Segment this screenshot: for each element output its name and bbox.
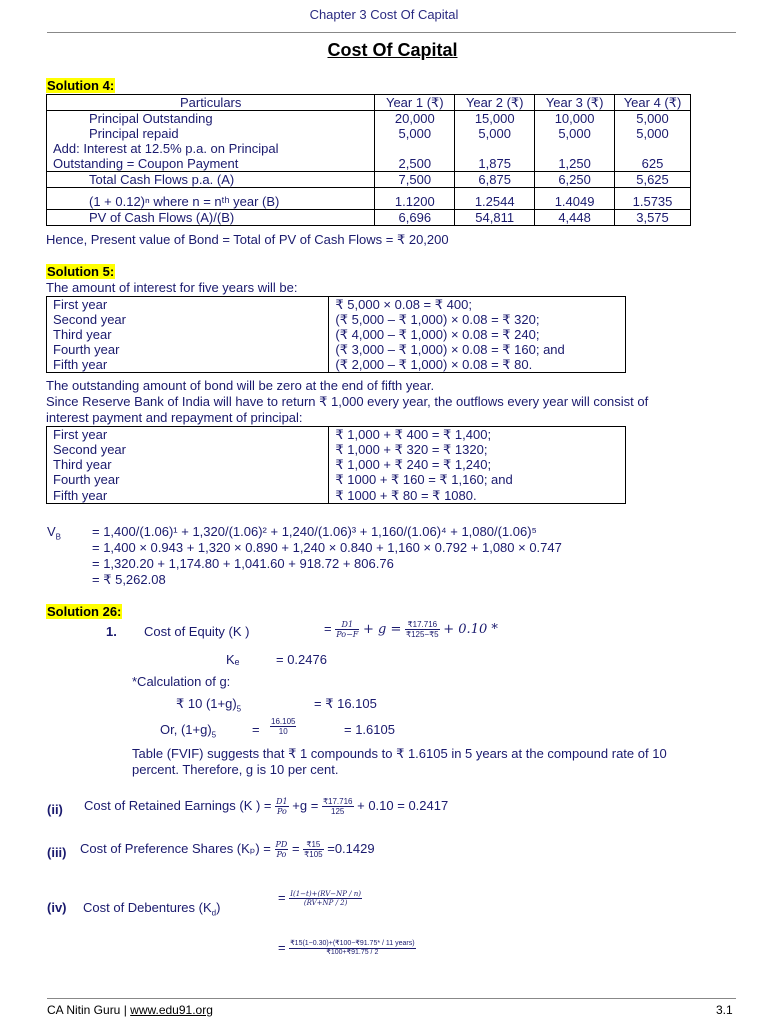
table-cell: Fourth year: [47, 342, 329, 357]
sol5-intro: The amount of interest for five years will be:: [46, 280, 298, 295]
g-eq-2-left: Or, $(1+g)_5$: [160, 722, 217, 740]
table-cell: (1 + 0.12)ⁿ where n = nᵗʰ year (B): [47, 188, 375, 210]
cost-of-equity-label: Cost of Equity (K ): [144, 624, 250, 639]
header-cell: Year 4 (₹): [615, 95, 691, 111]
table-cell: PV of Cash Flows (A)/(B): [47, 210, 375, 226]
g-eq-1-left: ₹ 10 $(1+g)_5$: [176, 696, 242, 714]
table-cell: 6,696: [375, 210, 455, 226]
table-cell: 15,000: [455, 111, 535, 127]
bond-cashflow-table: [46, 94, 691, 226]
sol4-note: Hence, Present value of Bond = Total of PV of Cash Flows = ₹ 20,200: [46, 232, 449, 247]
item-iii-number: (iii): [47, 845, 67, 860]
vb-line-1: = 1,400/(1.06)¹ + 1,320/(1.06)² + 1,240/(1.06)³ + 1,160/(1.06)⁴ + 1,080/(1.06)⁵: [92, 524, 537, 539]
outflow-table: [46, 426, 626, 504]
g-eq-2-equals: =: [252, 722, 260, 737]
table-cell: 2,500: [375, 156, 455, 172]
table-cell: Second year: [47, 312, 329, 327]
table-row: [47, 472, 626, 487]
table-cell: 6,875: [455, 172, 535, 188]
table-cell: Fifth year: [47, 357, 329, 373]
table-row: [47, 188, 691, 210]
header-cell: Year 1 (₹): [375, 95, 455, 111]
table-cell: Add: Interest at 12.5% p.a. on Principal: [47, 141, 375, 156]
table-cell: 3,575: [615, 210, 691, 226]
calc-g-heading: *Calculation of g:: [132, 674, 231, 689]
table-row: [47, 427, 626, 443]
table-row: [47, 141, 691, 156]
table-cell: 1,250: [535, 156, 615, 172]
footer-divider: [47, 998, 736, 999]
solution-26-label: Solution 26:: [47, 604, 122, 619]
table-cell: ₹ 1,000 + ₹ 240 = ₹ 1,240;: [329, 457, 626, 472]
table-cell: (₹ 3,000 – ₹ 1,000) × 0.08 = ₹ 160; and: [329, 342, 626, 357]
table-cell: Second year: [47, 442, 329, 457]
table-cell: 5,000: [535, 126, 615, 141]
solution-5-label: Solution 5:: [47, 264, 115, 279]
table-row: [47, 297, 626, 313]
g-eq-1-right: = ₹ 16.105: [314, 696, 377, 711]
g-eq-2-right: = 1.6105: [344, 722, 395, 737]
table-cell: (₹ 2,000 – ₹ 1,000) × 0.08 = ₹ 80.: [329, 357, 626, 373]
table-cell: [375, 141, 455, 156]
table-cell: Fourth year: [47, 472, 329, 487]
table-cell: 5,000: [615, 111, 691, 127]
table-cell: 5,625: [615, 172, 691, 188]
cost-of-equity-formula: = $\frac{D1}{Po-F}$ + g = $\frac{₹17.716}{₹125-₹5}$ + 0.10 *: [324, 620, 498, 639]
ke-label: Kₑ: [226, 652, 240, 667]
header-cell: Year 2 (₹): [455, 95, 535, 111]
item-ii-number: (ii): [47, 802, 63, 817]
table-cell: Principal Outstanding: [47, 111, 375, 127]
table-cell: 1.2544: [455, 188, 535, 210]
table-row: [47, 156, 691, 172]
table-cell: [615, 141, 691, 156]
table-cell: (₹ 5,000 – ₹ 1,000) × 0.08 = ₹ 320;: [329, 312, 626, 327]
table-cell: First year: [47, 297, 329, 313]
vb-line-3: = 1,320.20 + 1,174.80 + 1,041.60 + 918.72 + 806.76: [92, 556, 394, 571]
table-cell: 5,000: [455, 126, 535, 141]
cost-of-debentures-label: Cost of Debentures $(K_d)$: [83, 900, 221, 918]
website-link[interactable]: www.edu91.org: [130, 1003, 213, 1017]
header-cell: Particulars: [47, 95, 375, 111]
vb-line-4: = ₹ 5,262.08: [92, 572, 166, 587]
table-cell: [535, 141, 615, 156]
table-row: [47, 111, 691, 127]
item-1-number: 1.: [106, 624, 117, 639]
table-row: [47, 357, 626, 373]
table-cell: 6,250: [535, 172, 615, 188]
sol5-p2: Since Reserve Bank of India will have to return ₹ 1,000 every year, the outflows every year will consist of: [46, 394, 649, 409]
table-cell: Total Cash Flows p.a. (A): [47, 172, 375, 188]
fvif-line-1: Table (FVIF) suggests that ₹ 1 compounds to ₹ 1.6105 in 5 years at the compound rate of 10: [132, 746, 667, 761]
preference-shares-formula: Cost of Preference Shares (Kₚ) = $\frac{PD}{Po}$ = $\frac{₹15}{₹105}$ =0.1429: [80, 840, 375, 859]
table-cell: Third year: [47, 327, 329, 342]
table-cell: 20,000: [375, 111, 455, 127]
table-header-row: [47, 95, 691, 111]
table-cell: ₹ 1000 + ₹ 160 = ₹ 1,160; and: [329, 472, 626, 487]
footer-author: CA Nitin Guru | www.edu91.org: [47, 1003, 213, 1017]
table-row: [47, 210, 691, 226]
vb-label: $V_B$: [47, 524, 62, 542]
sol5-p1: The outstanding amount of bond will be zero at the end of fifth year.: [46, 378, 435, 393]
table-row: [47, 487, 626, 504]
table-row: [47, 126, 691, 141]
page-title: Cost Of Capital: [327, 40, 458, 60]
sol5-p3: interest payment and repayment of principal:: [46, 410, 303, 425]
table-cell: 5,000: [375, 126, 455, 141]
ke-value: = 0.2476: [276, 652, 327, 667]
table-cell: ₹ 1000 + ₹ 80 = ₹ 1080.: [329, 487, 626, 504]
item-iv-number: (iv): [47, 900, 67, 915]
page-number: 3.1: [716, 1003, 733, 1017]
table-row: [47, 442, 626, 457]
table-cell: 1,875: [455, 156, 535, 172]
header-cell: Year 3 (₹): [535, 95, 615, 111]
table-cell: Fifth year: [47, 487, 329, 504]
g-eq-2-fraction: $\frac{16.105}{10}$: [271, 717, 296, 736]
table-row: [47, 172, 691, 188]
table-row: [47, 342, 626, 357]
table-cell: 1.4049: [535, 188, 615, 210]
table-cell: ₹ 1,000 + ₹ 400 = ₹ 1,400;: [329, 427, 626, 443]
table-cell: 1.5735: [615, 188, 691, 210]
retained-earnings-formula: Cost of Retained Earnings (K ) = $\frac{D1}{Po}$ +g = $\frac{₹17.716}{125}$ + 0.10 = 0.2417: [84, 797, 449, 816]
table-cell: Outstanding = Coupon Payment: [47, 156, 375, 172]
interest-table: [46, 296, 626, 373]
table-row: [47, 312, 626, 327]
fvif-line-2: percent. Therefore, g is 10 per cent.: [132, 762, 339, 777]
table-cell: 4,448: [535, 210, 615, 226]
chapter-header: Chapter 3 Cost Of Capital: [309, 7, 459, 22]
table-cell: 7,500: [375, 172, 455, 188]
solution-4-label: Solution 4:: [47, 78, 115, 93]
table-cell: 5,000: [615, 126, 691, 141]
table-cell: First year: [47, 427, 329, 443]
table-row: [47, 327, 626, 342]
table-cell: Third year: [47, 457, 329, 472]
table-cell: (₹ 4,000 – ₹ 1,000) × 0.08 = ₹ 240;: [329, 327, 626, 342]
table-row: [47, 457, 626, 472]
table-cell: ₹ 5,000 × 0.08 = ₹ 400;: [329, 297, 626, 313]
table-cell: 625: [615, 156, 691, 172]
debenture-formula-1: = $\frac{I(1-t)+(RV-NP / n)}{(RV+NP / 2)}$: [278, 890, 361, 908]
header-divider: [47, 32, 736, 33]
table-cell: 1.1200: [375, 188, 455, 210]
vb-line-2: = 1,400 × 0.943 + 1,320 × 0.890 + 1,240 × 0.840 + 1,160 × 0.792 + 1,080 × 0.747: [92, 540, 562, 555]
table-cell: 10,000: [535, 111, 615, 127]
table-cell: ₹ 1,000 + ₹ 320 = ₹ 1320;: [329, 442, 626, 457]
table-cell: 54,811: [455, 210, 535, 226]
table-cell: [455, 141, 535, 156]
table-cell: Principal repaid: [47, 126, 375, 141]
debenture-formula-2: = $\frac{\text{₹15(1−0.30)+(₹100−₹91.75* / 11 years)}}{₹100+₹91.75 / 2}$: [278, 940, 415, 957]
